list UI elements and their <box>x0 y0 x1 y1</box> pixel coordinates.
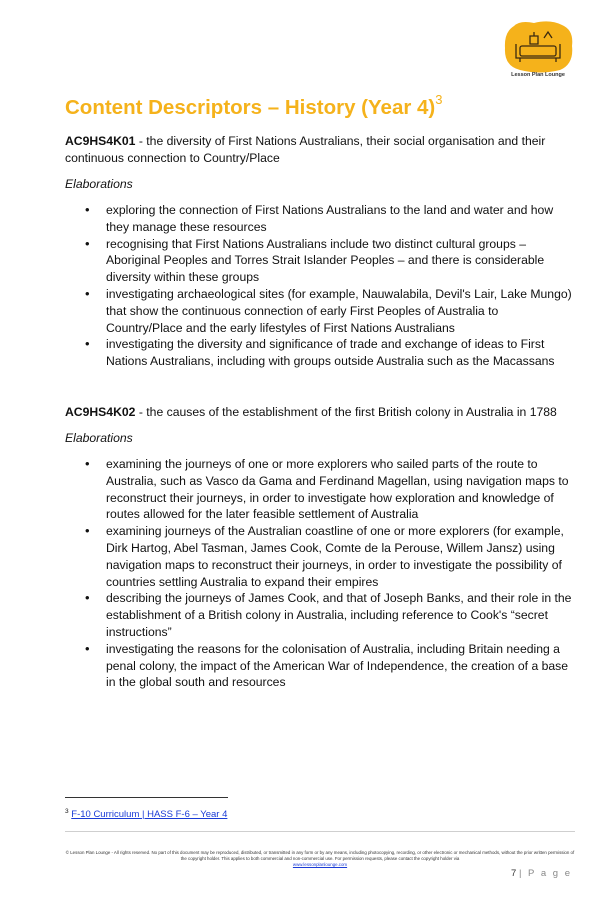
list-item: • examining the journeys of one or more explorers who sailed parts of the route to Australia, such as Vasco da Gama and Ferdinand Magellan, using navigation maps to reconstruct their journeys, in order to investigate how exploration and knowledge of routes allowed for the later feasible settlement of Australia <box>65 456 575 523</box>
footnote-marker: 3 <box>65 808 69 815</box>
descriptor-text: - the diversity of First Nations Australians, their social organisation and their continuous connection to Country/Place <box>65 134 546 165</box>
title-footnote-marker: 3 <box>435 92 443 107</box>
elaborations-label-1: Elaborations <box>65 177 133 191</box>
list-item: • investigating the diversity and significance of trade and exchange of ideas to First Nations Australians, including with groups outside Australia such as the Macassans <box>65 336 575 370</box>
page-number <box>511 868 572 879</box>
footnote <box>65 808 227 820</box>
copyright-text: © Lesson Plan Lounge - All rights reserved. No part of this document may be reproduced, distributed, or transmitted in any form or by any means, including photocopying, recording, or other electronic or mechanical methods, without the prior written permission of the copyright holder. This applies to both commercial and non-commercial use. For permission requests, please contact the copyright holder via <box>65 850 575 861</box>
footnote-divider <box>65 797 228 798</box>
list-item: • investigating the reasons for the colonisation of Australia, including Britain needing a penal colony, the impact of the American War of Independence, the creation of a base in the global south and resources <box>65 641 575 691</box>
list-item: • investigating archaeological sites (for example, Nauwalabila, Devil's Lair, Lake Mungo) that show the continuous connection of early First Peoples of Australia to Country/Place and the early lifestyles of First Nations Australians <box>65 286 575 336</box>
footer-divider <box>65 831 575 832</box>
page-title: Content Descriptors – History (Year 4)$^3$ <box>65 92 443 119</box>
content-descriptor-2 <box>65 404 575 421</box>
list-item: • describing the journeys of James Cook, and that of Joseph Banks, and their role in the establishment of a British colony in Australia, including reference to Cook's “secret instructions” <box>65 590 575 640</box>
lesson-plan-lounge-logo <box>500 20 576 80</box>
page-number-value: 7 <box>511 868 517 879</box>
website-link[interactable]: www.lessonplanlounge.com <box>292 862 348 867</box>
elaborations-list-2 <box>65 456 575 691</box>
descriptor-code: AC9HS4K02 <box>65 405 136 419</box>
content-descriptor-1 <box>65 133 575 167</box>
list-item: • recognising that First Nations Australians include two distinct cultural groups – Aboriginal Peoples and Torres Strait Islander Peoples – and there is considerable diversity within these groups <box>65 236 575 286</box>
list-item: • exploring the connection of First Nations Australians to the land and water and how they manage these resources <box>65 202 575 236</box>
elaborations-list-1 <box>65 202 575 370</box>
logo-text: Lesson Plan Lounge <box>511 72 565 78</box>
footnote-link[interactable]: F-10 Curriculum | HASS F-6 – Year 4 <box>71 809 228 821</box>
descriptor-text: - the causes of the establishment of the first British colony in Australia in 1788 <box>135 405 557 419</box>
descriptor-code: AC9HS4K01 <box>65 134 136 148</box>
copyright-notice <box>65 850 575 868</box>
elaborations-label-2: Elaborations <box>65 431 133 445</box>
page-label: | P a g e <box>518 868 572 879</box>
list-item: • examining journeys of the Australian coastline of one or more explorers (for example, Dirk Hartog, Abel Tasman, James Cook, Comte de la Perouse, Willem Jansz) using navigation maps to reconstruct their journeys, in order to investigate the possibility of countries settling Australia to expand their empires <box>65 523 575 590</box>
